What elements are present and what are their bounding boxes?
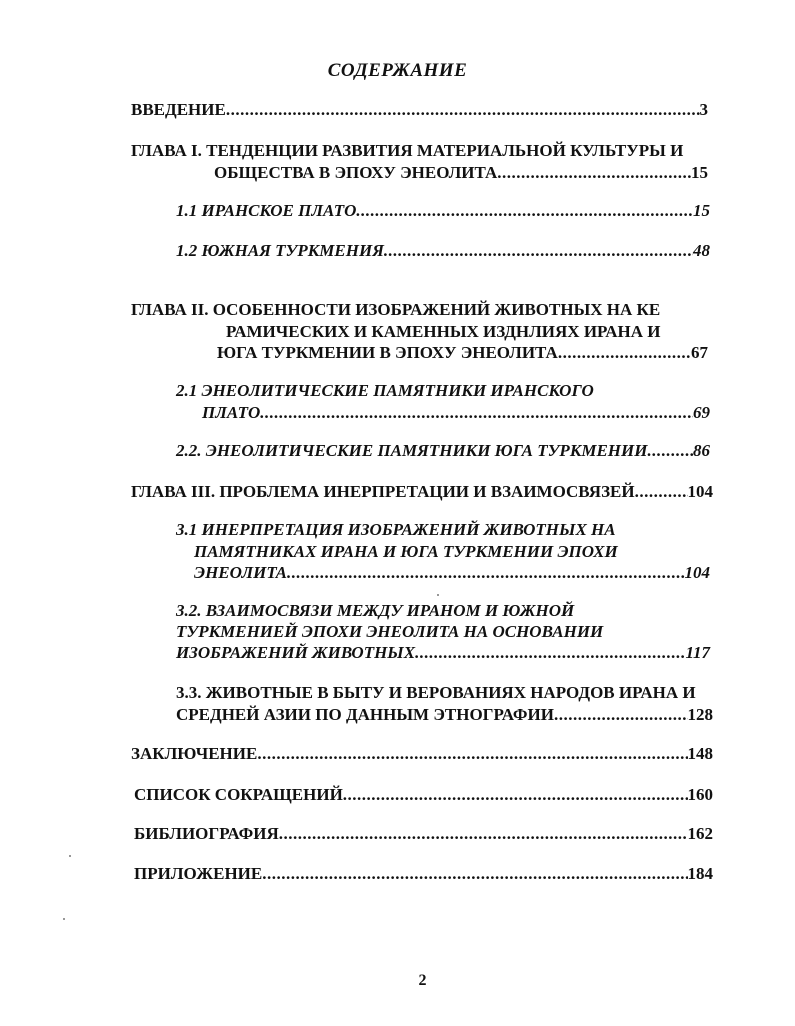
toc-section-3-3: [176, 705, 713, 725]
toc-bibliography: [134, 824, 713, 844]
toc-entry-label: СРЕДНЕЙ АЗИИ ПО ДАННЫМ ЭТНОГРАФИИ: [176, 705, 554, 724]
dot-leader: [558, 343, 691, 363]
toc-section-3-3-line1: 3.3. ЖИВОТНЫЕ В БЫТУ И ВЕРОВАНИЯХ НАРОДОВ ИРАНА И: [176, 683, 696, 702]
toc-section-3-2-line1: 3.2. ВЗАИМОСВЯЗИ МЕЖДУ ИРАНОМ И ЮЖНОЙ: [176, 601, 575, 620]
toc-entry-page: 3: [699, 100, 708, 119]
page-number: 2: [418, 972, 427, 989]
toc-entry-label: ЗАКЛЮЧЕНИЕ: [131, 744, 258, 763]
toc-entry-introduction: [131, 100, 708, 120]
toc-entry-label: ЭНЕОЛИТА: [194, 563, 288, 582]
toc-abbreviations: [134, 785, 713, 805]
dot-leader: [415, 643, 685, 663]
dot-leader: [262, 864, 687, 884]
toc-entry-label: 1.1 ИРАНСКОЕ ПЛАТО: [176, 201, 357, 220]
dot-leader: [554, 705, 688, 725]
toc-section-1-1: [176, 201, 710, 221]
toc-entry-label: ЮГА ТУРКМЕНИИ В ЭПОХУ ЭНЕОЛИТА: [217, 343, 558, 362]
toc-entry-page: 117: [685, 643, 710, 662]
toc-entry-page: 160: [687, 785, 713, 804]
toc-chapter-3: [131, 482, 713, 502]
toc-entry-page: 162: [687, 824, 713, 843]
toc-chapter-1-line1: ГЛАВА I. ТЕНДЕНЦИИ РАЗВИТИЯ МАТЕРИАЛЬНОЙ КУЛЬТУРЫ И: [131, 141, 684, 160]
toc-entry-label: ИЗОБРАЖЕНИЙ ЖИВОТНЫХ: [176, 643, 416, 662]
toc-entry-page: 69: [693, 403, 710, 422]
toc-entry-label: БИБЛИОГРАФИЯ: [134, 824, 279, 843]
toc-entry-page: 184: [687, 864, 713, 883]
toc-chapter-2: [217, 343, 708, 363]
toc-entry-label: ВВЕДЕНИЕ: [131, 100, 226, 119]
toc-chapter-1: [214, 163, 708, 183]
toc-section-2-1-line1: 2.1 ЭНЕОЛИТИЧЕСКИЕ ПАМЯТНИКИ ИРАНСКОГО: [176, 381, 594, 400]
toc-entry-page: 104: [684, 563, 710, 582]
toc-chapter-2-line2: РАМИЧЕСКИХ И КАМЕННЫХ ИЗДНЛИЯХ ИРАНА И: [226, 322, 661, 341]
toc-entry-label: ПРИЛОЖЕНИЕ: [134, 864, 263, 883]
dot-leader: [257, 744, 687, 764]
toc-title: СОДЕРЖАНИЕ: [327, 60, 468, 81]
toc-entry-label: 1.2 ЮЖНАЯ ТУРКМЕНИЯ: [176, 241, 384, 260]
scan-speck: [69, 855, 71, 857]
dot-leader: [343, 785, 688, 805]
dot-leader: [226, 100, 700, 120]
toc-appendix: [134, 864, 713, 884]
toc-entry-label: ГЛАВА III. ПРОБЛЕМА ИНЕРПРЕТАЦИИ И ВЗАИМОСВЯЗЕЙ: [131, 482, 635, 501]
dot-leader: [497, 163, 691, 183]
toc-section-2-2: [176, 441, 710, 461]
dot-leader: [647, 441, 693, 461]
dot-leader: [356, 201, 693, 221]
toc-entry-label: ПЛАТО: [202, 403, 261, 422]
toc-entry-label: ОБЩЕСТВА В ЭПОХУ ЭНЕОЛИТА: [214, 163, 498, 182]
toc-entry-label: СПИСОК СОКРАЩЕНИЙ: [134, 785, 343, 804]
toc-entry-page: 15: [693, 201, 710, 220]
toc-section-1-2: [176, 241, 710, 261]
toc-section-2-1: [202, 403, 710, 423]
toc-entry-page: 128: [687, 705, 713, 724]
toc-section-3-1-line1: 3.1 ИНЕРПРЕТАЦИЯ ИЗОБРАЖЕНИЙ ЖИВОТНЫХ НА: [176, 520, 616, 539]
dot-leader: [384, 241, 693, 261]
toc-section-3-2: [176, 643, 710, 663]
toc-section-3-1-line2: ПАМЯТНИКАХ ИРАНА И ЮГА ТУРКМЕНИИ ЭПОХИ: [194, 542, 618, 561]
scan-speck: [437, 594, 439, 596]
toc-conclusion: [131, 744, 713, 764]
toc-entry-page: 148: [687, 744, 713, 763]
dot-leader: [279, 824, 688, 844]
toc-entry-page: 104: [687, 482, 713, 501]
dot-leader: [635, 482, 688, 502]
dot-leader: [260, 403, 693, 423]
toc-section-3-2-line2: ТУРКМЕНИЕЙ ЭПОХИ ЭНЕОЛИТА НА ОСНОВАНИИ: [176, 622, 604, 641]
scan-speck: [63, 918, 65, 920]
toc-section-3-1: [194, 563, 710, 583]
toc-entry-page: 86: [693, 441, 710, 460]
toc-chapter-2-line1: ГЛАВА II. ОСОБЕННОСТИ ИЗОБРАЖЕНИЙ ЖИВОТНЫХ НА КЕ: [131, 300, 661, 319]
toc-entry-page: 67: [691, 343, 708, 362]
toc-entry-page: 15: [691, 163, 708, 182]
dot-leader: [287, 563, 684, 583]
toc-entry-page: 48: [693, 241, 710, 260]
toc-entry-label: 2.2. ЭНЕОЛИТИЧЕСКИЕ ПАМЯТНИКИ ЮГА ТУРКМЕНИИ: [176, 441, 648, 460]
